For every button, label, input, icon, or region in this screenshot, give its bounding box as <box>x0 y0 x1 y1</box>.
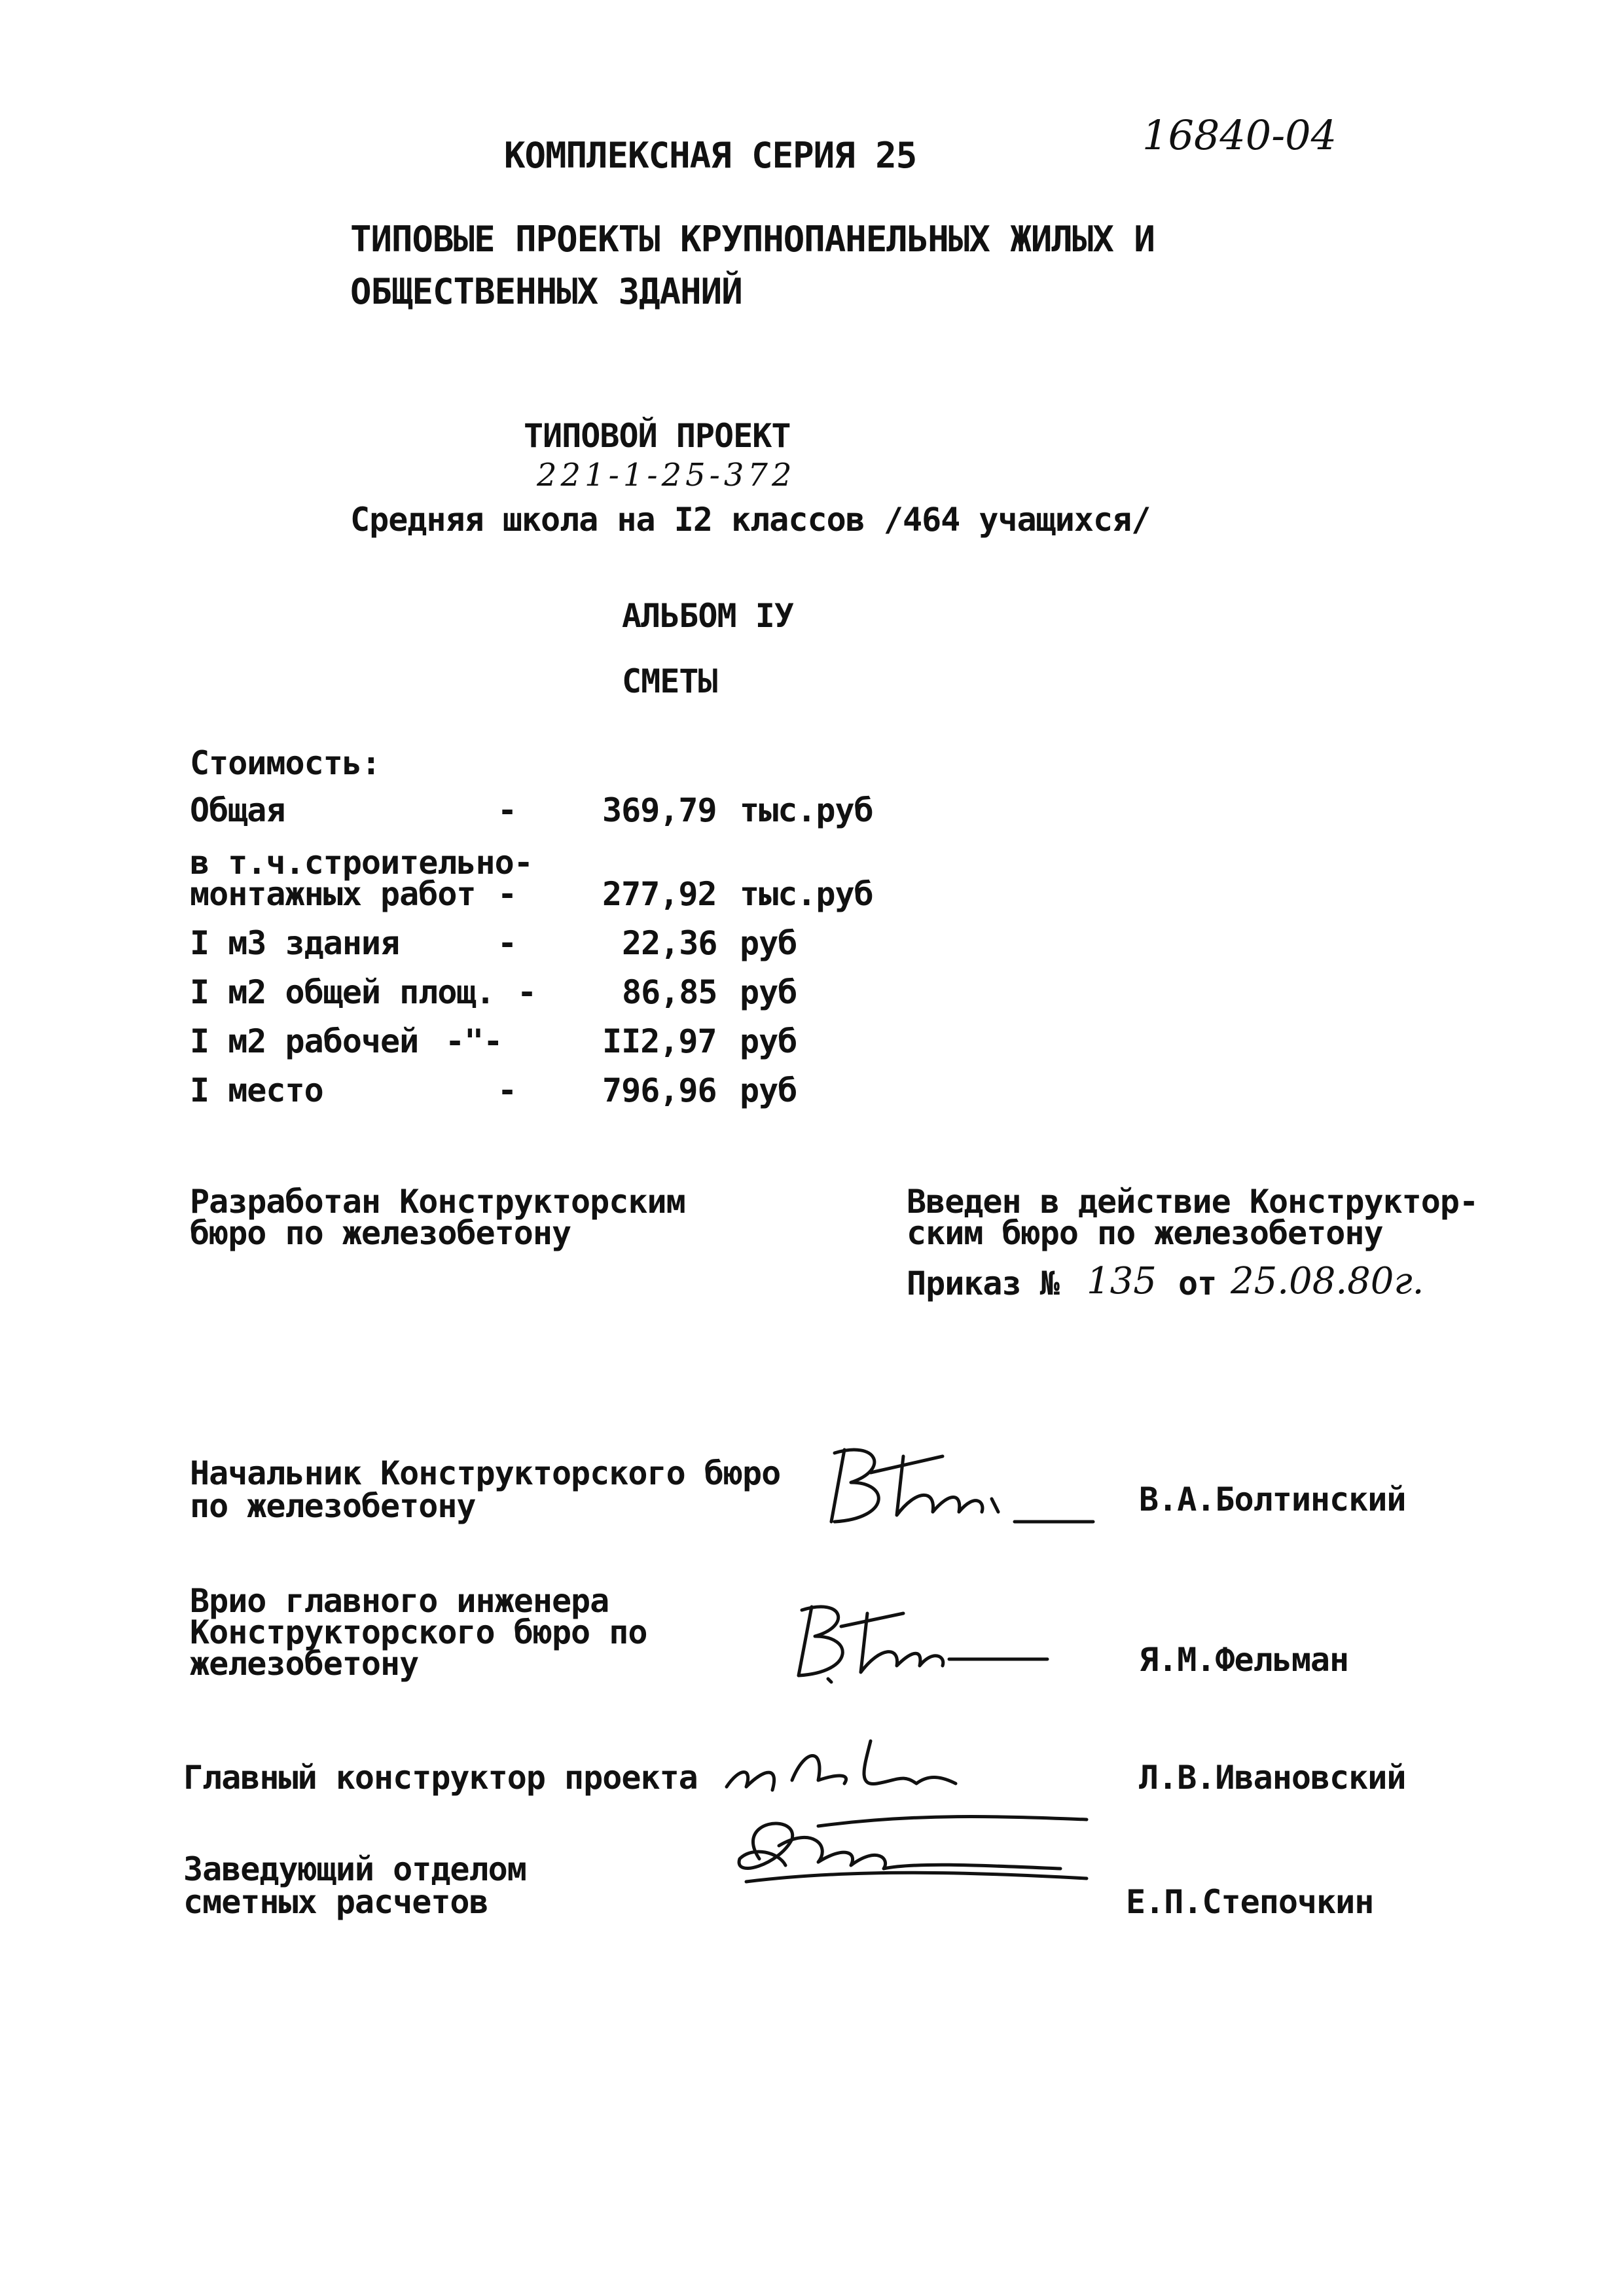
signatory-name: Е.П.Степочкин <box>1126 1883 1374 1921</box>
cost-dash: - <box>497 924 517 962</box>
signature-image <box>818 1437 1106 1541</box>
signatory-position: Главный конструктор проекта <box>183 1759 698 1797</box>
signature-image <box>720 1728 995 1806</box>
developed-by-line-1: Разработан Конструкторским <box>190 1183 685 1221</box>
signatory-name: Я.М.Фельман <box>1139 1641 1349 1679</box>
signatory-position: железобетону <box>190 1645 419 1683</box>
signatory-name: Л.В.Ивановский <box>1139 1759 1406 1797</box>
document-number: 16840-04 <box>1142 111 1337 159</box>
cost-unit: руб <box>740 1071 797 1109</box>
series-title: КОМПЛЕКСНАЯ СЕРИЯ 25 <box>504 135 917 176</box>
introduced-line-1: Введен в действие Конструктор- <box>907 1183 1479 1221</box>
order-number: 135 <box>1087 1260 1157 1302</box>
signatory-position: Конструкторского бюро по <box>190 1613 647 1651</box>
developed-by-line-2: бюро по железобетону <box>190 1214 571 1252</box>
cost-dash: - <box>517 973 537 1011</box>
cost-label-per-place: I место <box>190 1071 323 1109</box>
album-title: СМЕТЫ <box>622 662 717 700</box>
cost-value-per-m3: 22,36 <box>622 924 717 962</box>
cost-dash: - <box>497 875 517 913</box>
cost-value-per-m2-working: II2,97 <box>602 1022 717 1060</box>
cost-dash: - <box>497 1071 517 1109</box>
project-code: 221-1-25-372 <box>537 457 796 493</box>
cost-label-per-m2-working: I м2 рабочей <box>190 1022 419 1060</box>
cost-dash: - <box>497 791 517 829</box>
cost-unit: тыс.руб <box>740 791 873 829</box>
cost-unit: руб <box>740 973 797 1011</box>
cost-label-construction: в т.ч.строительно- <box>190 844 533 882</box>
signatory-position: сметных расчетов <box>183 1883 488 1921</box>
cost-unit: руб <box>740 924 797 962</box>
cost-heading: Стоимость: <box>190 744 381 782</box>
cost-value-per-place: 796,96 <box>602 1071 717 1109</box>
signature-image <box>720 1806 1113 1911</box>
cost-label-per-m2-total: I м2 общей площ. <box>190 973 495 1011</box>
cost-unit: тыс.руб <box>740 875 873 913</box>
order-date: 25.08.80г. <box>1231 1260 1424 1302</box>
subtitle-line-1: ТИПОВЫЕ ПРОЕКТЫ КРУПНОПАНЕЛЬНЫХ ЖИЛЫХ И <box>350 219 1155 260</box>
cost-label-per-m3: I м3 здания <box>190 924 400 962</box>
introduced-line-2: ским бюро по железобетону <box>907 1214 1383 1252</box>
order-prefix: Приказ № <box>907 1265 1059 1302</box>
signatory-position: Заведующий отделом <box>183 1850 526 1888</box>
cost-label-construction-2: монтажных работ <box>190 875 476 913</box>
project-label: ТИПОВОЙ ПРОЕКТ <box>524 417 791 455</box>
signatory-position: Врио главного инженера <box>190 1582 609 1620</box>
cost-value-construction: 277,92 <box>602 875 717 913</box>
cost-unit: руб <box>740 1022 797 1060</box>
subtitle-line-2: ОБЩЕСТВЕННЫХ ЗДАНИЙ <box>350 271 742 312</box>
cost-value-per-m2-total: 86,85 <box>622 973 717 1011</box>
project-name: Средняя школа на I2 классов /464 учащихся/ <box>350 501 1151 539</box>
order-from: от <box>1178 1265 1217 1302</box>
signatory-position: по железобетону <box>190 1487 476 1525</box>
signatory-name: В.А.Болтинский <box>1139 1480 1406 1518</box>
cost-value-total: 369,79 <box>602 791 717 829</box>
album-number: АЛЬБОМ IУ <box>622 597 793 635</box>
cost-dash: -"- <box>445 1022 503 1060</box>
cost-label-total: Общая <box>190 791 285 829</box>
signature-image <box>785 1597 1060 1695</box>
signatory-position: Начальник Конструкторского бюро <box>190 1454 781 1492</box>
